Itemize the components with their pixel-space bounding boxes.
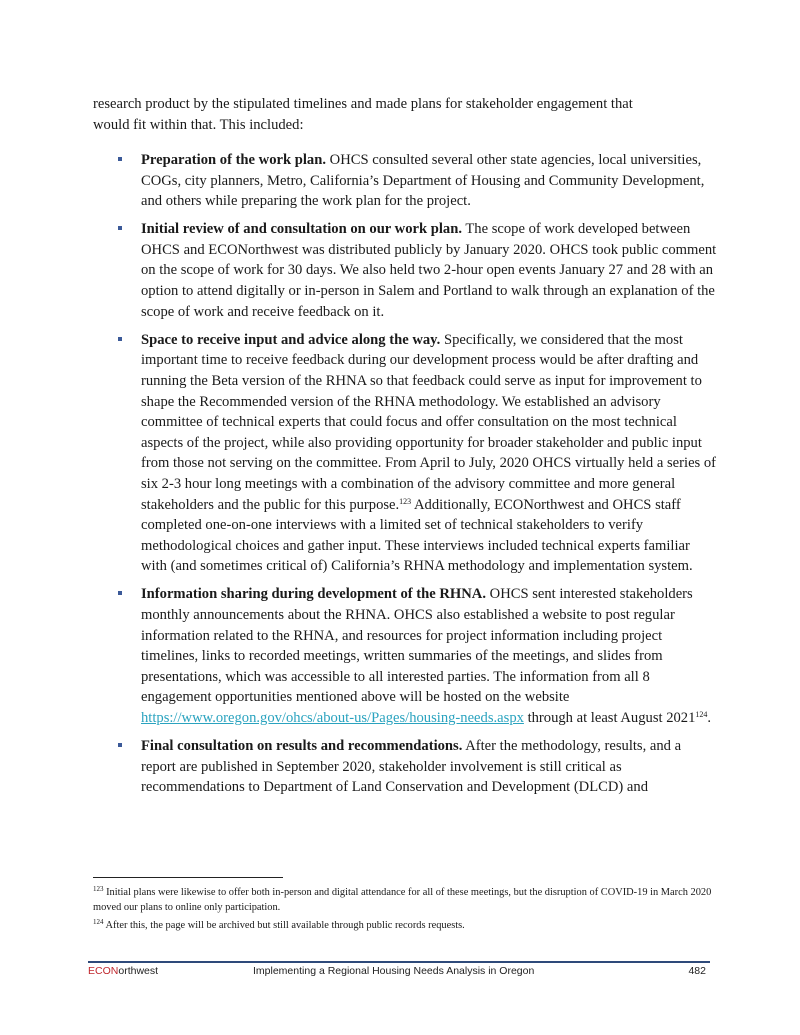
list-item-text: Specifically, we considered that the most important time to receive feedback during our development process would be after drafting and running the Beta version of the RHNA so that feedback could serve as input for improvement to shape the Recommended version of the RHNA methodology. We established an advisory committee of technical experts that could focus and offer consultation on the most technical aspects of the project, while also providing opportunity for broader stakeholder and public input from those not serving on the committee. From April to July, 2020 OHCS virtually held a series of six 2-3 hour long meetings with a combination of the advisory committee and more general stakeholders and the public for this purpose. <box>141 331 717 513</box>
footnote-number: 123 <box>93 885 104 893</box>
footnote-123 <box>93 886 713 915</box>
list-item-title: Initial review of and consultation on our work plan. <box>141 221 462 238</box>
square-bullet-icon <box>118 337 122 341</box>
footnotes <box>93 886 713 938</box>
list-item-text-continued: Additionally, ECONorthwest and OHCS staff completed one-on-one interviews with a limited set of technical stakeholders to verify methodological choices and gather input. These interviews included technical experts familiar with (and sometimes critical of) California’s RHNA methodology and implementation system. <box>141 496 693 575</box>
list-item-title: Space to receive input and advice along the way. <box>141 331 441 348</box>
footer-document-title: Implementing a Regional Housing Needs Analysis in Oregon <box>253 965 535 977</box>
footnote-124 <box>93 919 713 934</box>
footnote-ref-123[interactable]: 123 <box>399 496 412 506</box>
list-item-text: OHCS sent interested stakeholders monthly announcements about the RHNA. OHCS also established a website to post regular information related to the RHNA, and resources for project information including project timelines, links to recorded meetings, written summaries of the meetings, and slides from presentations, which was accessible to all interested parties. The information from all 8 engagement opportunities mentioned above will be hosted on the website <box>141 586 693 706</box>
page-footer <box>88 965 710 981</box>
footnote-text: Initial plans were likewise to offer both in-person and digital attendance for all of these meetings, but the disruption of COVID-19 in March 2020 moved our plans to online only participation. <box>93 887 712 913</box>
list-item-text-continued: through at least August 2021 <box>523 709 696 726</box>
square-bullet-icon <box>118 591 122 595</box>
list-item-text: The scope of work developed between OHCS and ECONorthwest was distributed publicly by January 2020. OHCS took public comment on the scope of work for 30 days. We also held two 2-hour open events January 27 and 28 with an option to attend digitally or in-person in Salem and Portland to walk through an explanation of the scope of work and receive feedback on it. <box>141 221 717 320</box>
list-item-title: Final consultation on results and recommendations. <box>141 738 463 755</box>
intro-line-2: would fit within that. This included: <box>93 116 304 133</box>
square-bullet-icon <box>118 743 122 747</box>
list-item-initial-review <box>93 219 718 322</box>
brand-n: N <box>110 965 119 977</box>
footnote-ref-124[interactable]: 124 <box>695 709 708 719</box>
footnote-divider <box>93 877 283 878</box>
list-item-work-plan <box>93 150 718 212</box>
list-item-information-sharing <box>93 584 718 728</box>
ohcs-website-link[interactable]: https://www.oregon.gov/ohcs/about-us/Pages/housing-needs.aspx <box>141 709 524 726</box>
brand-prefix: ECO <box>88 965 111 977</box>
list-item-text: OHCS consulted several other state agencies, local universities, COGs, city planners, Metro, California’s Department of Housing and Community Development, and others while preparing the work plan for the project. <box>141 152 705 210</box>
footnote-number: 124 <box>93 918 104 927</box>
square-bullet-icon <box>118 226 122 230</box>
page-number: 482 <box>688 965 706 977</box>
list-item-title: Information sharing during development of the RHNA. <box>141 586 486 603</box>
footer-brand-logo <box>88 965 158 977</box>
intro-paragraph <box>93 94 713 135</box>
footnote-text: After this, the page will be archived but still available through public records requests. <box>103 920 465 932</box>
engagement-list <box>93 150 718 805</box>
intro-line-1: research product by the stipulated timelines and made plans for stakeholder engagement that <box>93 96 633 112</box>
square-bullet-icon <box>118 157 122 161</box>
footer-divider <box>88 961 710 963</box>
list-item-input-advice <box>93 330 718 577</box>
list-item-title: Preparation of the work plan. <box>141 152 326 168</box>
list-item-final-consultation <box>93 736 718 798</box>
brand-suffix: orthwest <box>118 965 159 977</box>
list-item-text: After the methodology, results, and a report are published in September 2020, stakeholder involvement is still critical as recommendations to Department of Land Conservation and Development (DLCD) and <box>141 738 682 796</box>
list-item-text-end: . <box>707 709 712 726</box>
